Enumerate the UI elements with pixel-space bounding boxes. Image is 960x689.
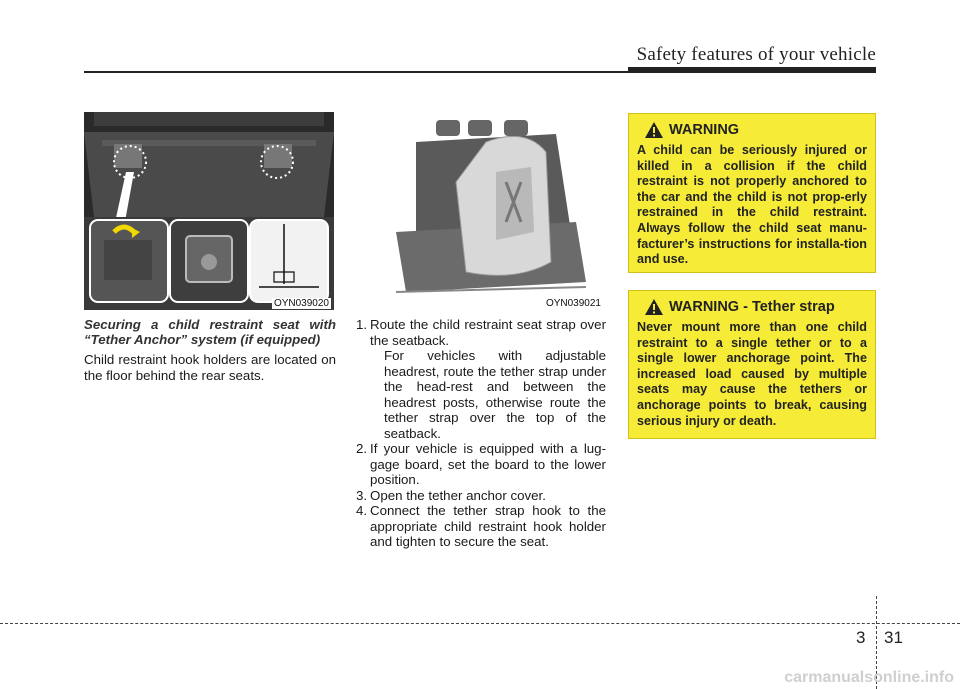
step-text: Connect the tether strap hook to the appropriate child restraint hook holder and tighten to secure the seat. [370,503,606,549]
header-rule-accent [628,67,876,73]
page-number: 31 [884,628,903,647]
step-item [356,488,606,504]
step-number: 2. [356,441,368,456]
warning-body: A child can be seriously injured or killed in a collision if the child restraint is not properly anchored to the car and the child is not prop-erly restrained in the child restraint. Always follow the child seat manu-facturer’s instructions for installa-tion and use. [637,143,867,267]
left-column [84,317,336,383]
warning-header [645,299,867,315]
watermark-text: carmanualsonline.info [784,669,954,686]
step-subitem [356,348,606,441]
step-item [356,503,606,550]
step-number: 3. [356,487,368,503]
warning-body: Never mount more than one child restraint to a single tether or to a single lower anchorage point. The increased load caused by multiple seats may cause the tethers or anchorage points to break, causing serious injury or death. [637,320,867,428]
warning-box-tether [628,290,876,439]
steps-column [356,317,606,550]
step-item [356,441,606,488]
child-seat-illustration [356,112,606,310]
step-number: 1. [356,317,368,332]
cargo-area-illustration [84,112,334,310]
warning-header [645,122,867,138]
warning-triangle-icon [645,299,663,315]
step-text: If your vehicle is equipped with a lug-gage board, set the board to the lower position. [370,441,606,487]
figure-cargo-hook-holders [84,112,334,310]
section-caption: Securing a child restraint seat with “Tether Anchor” system (if equipped) [84,317,336,347]
step-number: 4. [356,503,368,518]
steps-list [356,317,606,550]
figure-code: OYN039021 [545,298,601,309]
page-header-title: Safety features of your vehicle [636,44,876,65]
step-text: Open the tether anchor cover. [370,487,546,503]
section-body: Child restraint hook holders are located on the floor behind the rear seats. [84,352,336,383]
figure-code: OYN039020 [273,298,329,309]
footer-rule [0,623,960,624]
warning-title: WARNING [669,122,740,138]
warning-triangle-icon [645,122,663,138]
chapter-number: 3 [856,628,866,647]
warning-box [628,113,876,273]
step-text: Route the child restraint seat strap over the seatback. [370,317,606,348]
figure-child-seat [356,112,606,310]
step-subtext: For vehicles with adjustable headrest, route the tether strap under the head-rest and between the headrest posts, otherwise route the tether strap over the top of the seatback. [384,348,606,441]
warning-title: WARNING - Tether strap [669,299,835,315]
step-item [356,317,606,348]
